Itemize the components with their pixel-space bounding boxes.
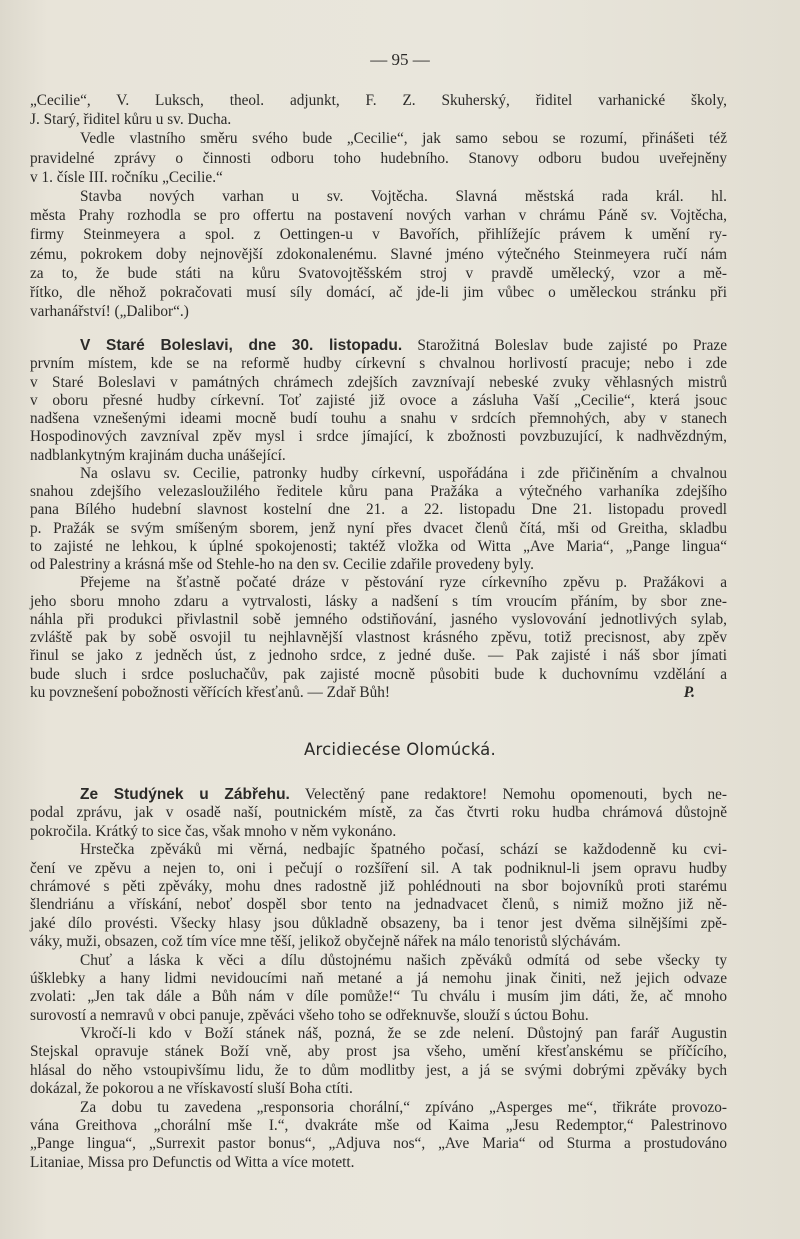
line-text: zému, pokrokem doby nejnovější zdokonalenému. Slavné jméno výtečného Steinmeyera ručí nám (30, 245, 727, 263)
line-text: to zajisté ne lehkou, k úplné spokojenosti; taktéž vložka od Witta „Ave Maria“, „Pange lingua“ (30, 537, 727, 555)
line-text: varhanářství! („Dalibor“.) (30, 303, 189, 321)
text-line (30, 91, 727, 110)
text-line (30, 666, 727, 684)
text-line (30, 611, 727, 629)
article-organ-news (30, 91, 727, 321)
section-heading: Arcidiecése Olomúcká. (304, 740, 496, 759)
paragraph (30, 91, 727, 129)
text-line (30, 593, 727, 611)
line-text: prvním místem, kde se na reformě hudby církevní s chvalnou horlivostí pracuje; nebo i zde (30, 355, 727, 373)
text-line (30, 896, 727, 914)
line-text: jaké dílo provésti. Všecky hlasy jsou důkladně obsazeny, ba i tenor jest dvěma silnějšími zpě- (30, 914, 727, 932)
text-line (30, 647, 727, 665)
line-text: J. Starý, řiditel kůru u sv. Ducha. (30, 111, 232, 129)
line-text: p. Pražák se svým smíšeným sborem, jenž nyní přes dvacet členů čítá, mši od Greitha, skladbu (30, 519, 727, 537)
text-line (30, 1154, 727, 1172)
text-line (30, 841, 727, 859)
text-line (30, 804, 727, 822)
line-text: od Palestriny a krásná mše od Stehle-ho na den sv. Cecilie zdařile provedeny byly. (30, 556, 534, 573)
article-stara-boleslav (30, 337, 727, 702)
line-text: surovostí a nemravů v obci panuje, zpěváci všeho toho se odřeknuvše, slouží s úctou Bohu. (30, 1006, 589, 1024)
article-lead: Ze Studýnek u Zábřehu. (80, 786, 290, 803)
text-line (30, 1117, 727, 1135)
line-text: šlendriánu a vřískání, neboť dospěl sbor tento na jednadvacet členů, s nimiž možno již ně- (30, 896, 727, 914)
paragraph (30, 337, 727, 465)
text-line (30, 538, 727, 556)
text-line (30, 952, 727, 970)
line-text: náhla při produkci přivlastnil sobě jemného odstiňování, jasného vyslovování jednotlivých sylab, (30, 610, 727, 628)
line-text: Velectěný pane redaktore! Nemohu opomenouti, bych ne- (289, 786, 727, 803)
line-text: snahou zdejšího velezasloužilého ředitele kůru pana Pražáka a výtečného varhaníka zdejšího (30, 483, 727, 500)
line-text: zvolati: „Jen tak dále a Bůh nám v díle pomůže!“ Tu chválu i musím jim dáti, že, ač mnoho (30, 988, 727, 1006)
text-line (30, 970, 727, 988)
paragraph (30, 1025, 727, 1099)
line-text: v oboru přesné hudby církevní. Toť zajisté již ovoce a zásluha Vaší „Cecilie“, která jsouc (30, 391, 727, 409)
line-text: chrámové s pěti zpěváky, mohu dnes radostně již pohlédnouti na sbor bojovníků proti starému (30, 877, 727, 895)
text-line (30, 392, 727, 410)
text-line (30, 574, 727, 592)
line-text: vána Greithova „chorální mše I.“, dvakráte mše od Kaima „Jesu Redemptor,“ Palestrinovo (30, 1117, 727, 1135)
paragraph (30, 574, 727, 702)
text-line (30, 337, 727, 355)
line-text: Chuť a láska k věci a dílu důstojnému našich zpěváků odmítá od sebe všecky ty (80, 951, 727, 969)
line-text: Hrstečka zpěváků mi věrná, nedbajíc špatného počasí, schází se každodenně ku cvi- (80, 841, 727, 859)
text-line (30, 520, 727, 538)
line-text: Hospodinových zavzníval zpěv mysl i srdce jímající, k zbožnosti povzbuzující, k nadhvězdným, (30, 428, 727, 446)
text-line (30, 374, 727, 392)
line-text: Za dobu tu zavedena „responsoria chorální,“ zpíváno „Asperges me“, třikráte provozo- (80, 1098, 727, 1116)
text-line (30, 129, 727, 148)
text-line (30, 410, 727, 428)
line-text: ku povznešení pobožnosti věřících křesťanů. — Zdař Bůh! (30, 683, 390, 701)
line-text: pokročila. Krátký to sice čas, však mnoho v něm vykonáno. (30, 822, 397, 840)
line-text: jeho sboru mnoho zdaru a vytrvalosti, lásky a nadšení s tím vroucím přáním, by sbor zne- (30, 592, 727, 610)
text-line (30, 110, 727, 129)
text-line (30, 245, 727, 264)
paragraph (30, 465, 727, 575)
text-line (30, 786, 727, 804)
line-text: Stejskal opravuje stánek Boží vně, aby prost jsa všeho, umění křesťanskému se příčícího, (30, 1043, 727, 1061)
line-text: v Staré Boleslavi v památných chrámech zdejších zavznívají nebeské zvuky věhlasných mistrů (30, 373, 727, 391)
line-text: Litaniae, Missa pro Defunctis od Witta a více motett. (30, 1153, 355, 1171)
paragraph (30, 129, 727, 187)
paragraph (30, 786, 727, 841)
text-line (30, 187, 727, 206)
line-text: „Cecilie“, V. Luksch, theol. adjunkt, F. Z. Skuherský, řiditel varhanické školy, (30, 92, 727, 109)
text-line (30, 556, 727, 574)
line-text: hlásal do něho vstoupivšímu lidu, že to dům modlitby jest, a já se svými dobrými zpěváky bych (30, 1061, 727, 1079)
text-line (30, 283, 727, 302)
line-text: váky, muži, obsazen, což tím více mne těší, jelikož obyčejně nářek na málo tenoristů slýchávám. (30, 933, 621, 951)
text-line (30, 355, 727, 373)
line-text: Přejeme na šťastně počaté dráze v pěstování ryze církevního zpěvu p. Pražákovi a (80, 574, 727, 592)
text-line (30, 878, 727, 896)
line-text: řinul se jako z jedněch úst, z jednoho srdce, z jedné duše. — Pak zajisté i náš sbor jímati (30, 647, 727, 665)
article-studynky (30, 786, 727, 1172)
text-line (30, 501, 727, 519)
line-text: čení ve zpěvu a nejen to, oni i pečují o rozšíření sil. A tak podniknul-li jsem opravu hudby (30, 859, 727, 877)
line-text: Vedle vlastního směru svého bude „Cecilie“, jak samo sebou se rozumí, přinášeti též (80, 130, 727, 148)
text-line (30, 483, 727, 501)
text-line (30, 933, 727, 951)
text-line (30, 915, 727, 933)
line-text: nadšena vznešenými ideami mocně budí touhu a snahu v srdcích přemnohých, aby v stanech (30, 410, 727, 427)
paragraph (30, 952, 727, 1026)
paragraph (30, 187, 727, 321)
line-text: podal zprávu, jak v osadě naší, poutnickém místě, za čas čtvrti roku hudba chrámová důstojně (30, 804, 727, 822)
text-line (30, 225, 727, 244)
page-number: — 95 — (370, 50, 430, 69)
text-line (30, 428, 727, 446)
line-text: Starožitná Boleslav bude zajisté po Praze (402, 337, 727, 354)
text-line (30, 1043, 727, 1061)
text-line (30, 1007, 727, 1025)
text-line (30, 1080, 727, 1098)
line-text: řítko, dle něhož pokračovati musí síly domácí, ač jde-li jim vůbec o uměleckou stránku při (30, 283, 727, 301)
text-line (30, 447, 727, 465)
line-text: města Prahy rozhodla se pro offertu na postavení nových varhan v chrámu Páně sv. Vojtěcha, (30, 207, 727, 225)
line-text: firmy Steinmeyera a spol. z Oettingen-u v Bavořích, přihlížejíc právem k umění ry- (30, 226, 727, 244)
text-line (30, 264, 727, 283)
text-line (30, 860, 727, 878)
line-text: bude sluch i srdce posluchačův, pak zajisté mocně působiti bude k duchovnímu vzdělání a (30, 665, 727, 683)
line-text: Vkročí-li kdo v Boží stánek náš, pozná, že se zde nelení. Důstojný pan farář Augustin (80, 1025, 727, 1043)
text-line (30, 1135, 727, 1153)
line-text: za to, že bude státi na kůru Svatovojtěšském stroj v pravdě umělecký, vzor a mě- (30, 264, 727, 282)
line-text: pravidelné zprávy o činnosti odboru toho hudebního. Stanovy odboru budou uveřejněny (30, 149, 727, 167)
line-text: Stavba nových varhan u sv. Vojtěcha. Slavná městská rada král. hl. (80, 187, 727, 205)
text-line (30, 168, 727, 187)
text-line (30, 629, 727, 647)
text-line (30, 1099, 727, 1117)
text-line (30, 149, 727, 168)
line-text: v 1. čísle III. ročníku „Cecilie.“ (30, 168, 223, 186)
text-line (30, 1025, 727, 1043)
paragraph (30, 1099, 727, 1173)
line-text: nadblankytným krajinám ducha unášející. (30, 446, 286, 464)
line-text: „Pange lingua“, „Surrexit pastor bonus“, „Adjuva nos“, „Ave Maria“ od Sturma a prostudováno (30, 1135, 727, 1153)
line-text: dokázal, že pokorou a ne vřískavostí sluší Boha ctíti. (30, 1080, 353, 1098)
text-line (30, 1062, 727, 1080)
text-line (30, 302, 727, 321)
article-lead: V Staré Boleslavi, dne 30. listopadu. (80, 337, 403, 354)
paragraph (30, 841, 727, 951)
signature: P. (683, 683, 695, 701)
line-text: úšklebky a hany lidmi nevidoucími naň metané a já nemohu jinak činiti, než jejich odvaze (30, 969, 727, 987)
text-line (30, 988, 727, 1006)
line-text: Na oslavu sv. Cecilie, patronky hudby církevní, uspořádána i zde přičiněním a chvalnou (80, 464, 727, 482)
line-text: zvláště pak by sobě osvojil tu nejhlavnější vlastnost krásného zpěvu, totiž precisnost, aby zpěv (30, 629, 727, 646)
text-line (30, 684, 727, 702)
line-text: pana Bílého hudební slavnost kostelní dne 21. a 22. listopadu Dne 21. listopadu provedl (30, 501, 727, 519)
text-line (30, 823, 727, 841)
text-line (30, 465, 727, 483)
text-line (30, 206, 727, 225)
